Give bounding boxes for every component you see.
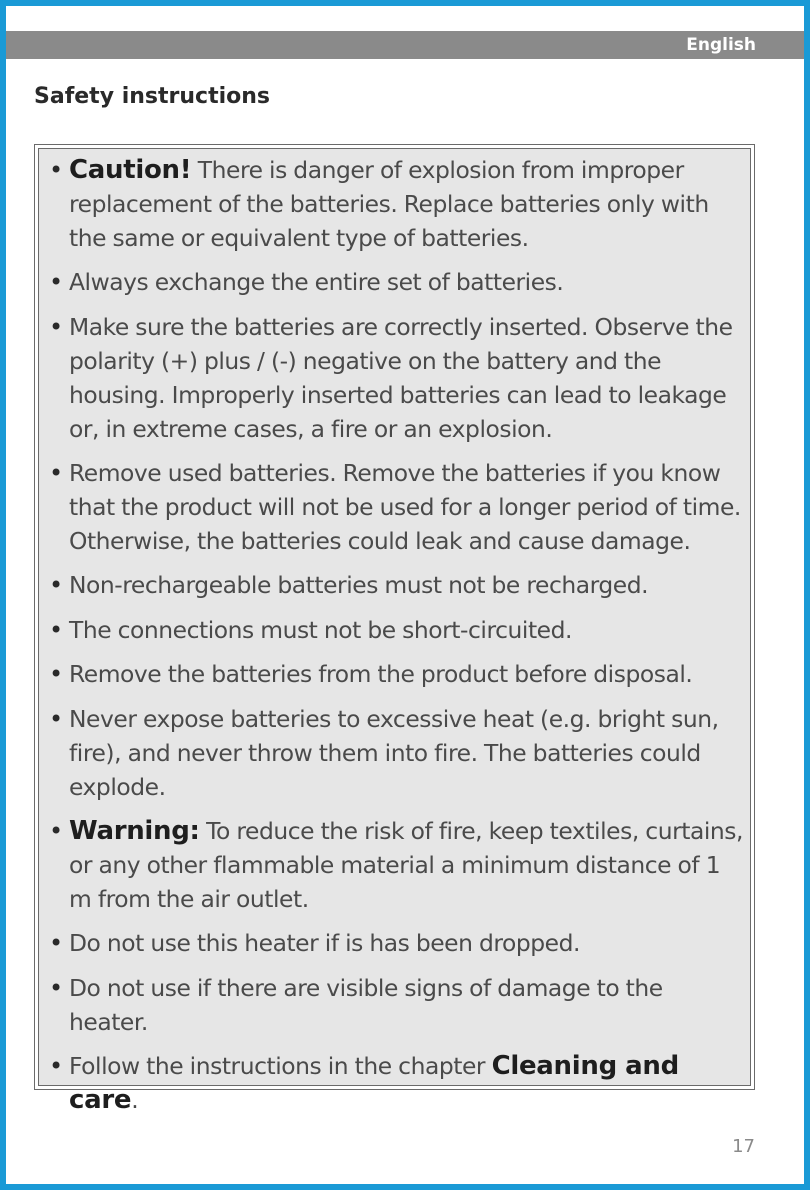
instruction-item-caution (47, 154, 744, 256)
bullet-dot-icon: • (49, 973, 63, 1002)
bullet-dot-icon: • (49, 571, 63, 600)
instruction-item (47, 927, 744, 961)
instruction-item (47, 703, 744, 805)
instruction-item (47, 972, 744, 1040)
instruction-text: Always exchange the entire set of batteries. (69, 268, 564, 297)
bullet-dot-icon: • (49, 660, 63, 689)
bullet-dot-icon: • (49, 156, 63, 184)
chapter-reference: Cleaning and care (69, 1051, 679, 1116)
instruction-text: Make sure the batteries are correctly inserted. Observe the polarity (+) plus / (-) negative on the battery and the housing. Improperly inserted batteries can lead to leakage or, in extreme cases, a fire or an explosion. (69, 312, 733, 443)
section-title: Safety instructions (34, 84, 270, 109)
instruction-text: Do not use this heater if is has been dropped. (69, 929, 581, 958)
instruction-text: There is danger of explosion from improper replacement of the batteries. Replace batteries only with the same or equivalent type of batteries. (69, 156, 709, 252)
instruction-text: Remove the batteries from the product before disposal. (69, 660, 693, 689)
instruction-text: Never expose batteries to excessive heat (e.g. bright sun, fire), and never throw them into fire. The batteries could explode. (69, 704, 719, 801)
bullet-dot-icon: • (49, 459, 63, 488)
language-label: English (686, 35, 756, 55)
instruction-item (47, 1050, 744, 1118)
page-number: 17 (732, 1136, 755, 1157)
instruction-item (47, 311, 744, 447)
bullet-dot-icon: • (49, 312, 63, 341)
warning-label: Warning: (69, 816, 200, 847)
safety-box (34, 144, 755, 1116)
instruction-item (47, 614, 744, 648)
safety-box-inner (38, 148, 751, 1116)
instruction-text: The connections must not be short-circuited. (69, 615, 572, 644)
instruction-list (47, 154, 744, 1118)
bullet-dot-icon: • (49, 1052, 63, 1081)
instruction-text: Follow the instructions in the chapter (69, 1052, 492, 1081)
instruction-item (47, 457, 744, 559)
bullet-dot-icon: • (49, 615, 63, 644)
instruction-item (47, 266, 744, 300)
instruction-text: Remove used batteries. Remove the batteries if you know that the product will not be used for a longer period of time. Otherwise, the batteries could leak and cause damage. (69, 459, 741, 555)
instruction-item (47, 569, 744, 603)
language-bar (6, 31, 804, 59)
caution-label: Caution! (69, 155, 192, 185)
instruction-text: To reduce the risk of fire, keep textiles, curtains, or any other flammable material a minimum distance of 1 m from the air outlet. (69, 817, 743, 913)
bullet-dot-icon: • (49, 704, 63, 733)
instruction-item-warning (47, 815, 744, 917)
bullet-dot-icon: • (49, 817, 63, 846)
instruction-text-end: . (131, 1086, 139, 1115)
instruction-text: Do not use if there are visible signs of damage to the heater. (69, 973, 663, 1036)
bullet-dot-icon: • (49, 929, 63, 958)
bullet-dot-icon: • (49, 268, 63, 297)
instruction-item (47, 658, 744, 692)
instruction-text: Non-rechargeable batteries must not be recharged. (69, 571, 649, 600)
